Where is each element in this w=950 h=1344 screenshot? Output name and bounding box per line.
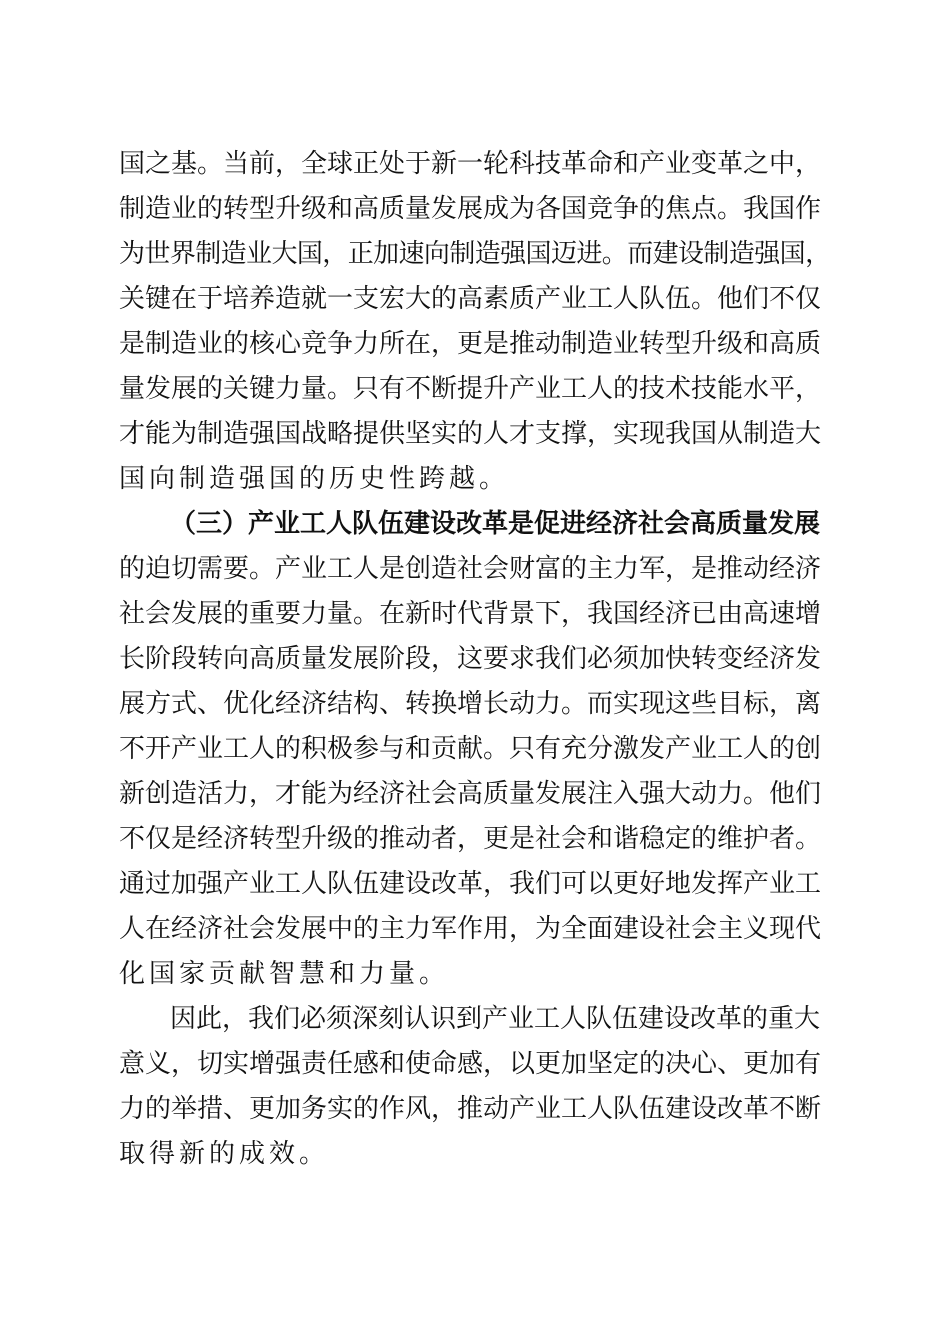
line-text: 社会发展的重要力量。在新时代背景下，我国经济已由高速增 bbox=[119, 599, 822, 629]
line-text: 通过加强产业工人队伍建设改革，我们可以更好地发挥产业工 bbox=[119, 869, 822, 899]
line-text: 才能为制造强国战略提供坚实的人才支撑，实现我国从制造大 bbox=[119, 419, 822, 449]
section-heading-line bbox=[170, 502, 831, 547]
body-text-line bbox=[119, 592, 831, 637]
body-text-line bbox=[119, 637, 831, 682]
body-text-line bbox=[119, 682, 831, 727]
body-text-line bbox=[119, 727, 831, 772]
body-text-line bbox=[119, 817, 831, 862]
line-text: 展方式、优化经济结构、转换增长动力。而实现这些目标，离 bbox=[119, 689, 822, 719]
line-text: 不仅是经济转型升级的推动者，更是社会和谐稳定的维护者。 bbox=[119, 824, 822, 854]
line-text: 国之基。当前，全球正处于新一轮科技革命和产业变革之中， bbox=[119, 149, 822, 179]
body-text-line bbox=[119, 952, 831, 997]
line-text: 意义，切实增强责任感和使命感，以更加坚定的决心、更加有 bbox=[119, 1049, 822, 1079]
body-text-line bbox=[119, 772, 831, 817]
section-heading-text: （三）产业工人队伍建设改革是促进经济社会高质量发展 bbox=[170, 509, 821, 539]
line-text: 新创造活力，才能为经济社会高质量发展注入强大动力。他们 bbox=[119, 779, 822, 809]
line-text: 的迫切需要。产业工人是创造社会财富的主力军，是推动经济 bbox=[119, 554, 822, 584]
line-text: 长阶段转向高质量发展阶段，这要求我们必须加快转变经济发 bbox=[119, 644, 822, 674]
line-text: 是制造业的核心竞争力所在，更是推动制造业转型升级和高质 bbox=[119, 329, 822, 359]
body-text-line bbox=[119, 322, 831, 367]
line-text: 化国家贡献智慧和力量。 bbox=[119, 959, 450, 989]
body-text-line bbox=[119, 1042, 831, 1087]
line-text: 不开产业工人的积极参与和贡献。只有充分激发产业工人的创 bbox=[119, 734, 822, 764]
line-text: 人在经济社会发展中的主力军作用，为全面建设社会主义现代 bbox=[119, 914, 822, 944]
line-text: 为世界制造业大国，正加速向制造强国迈进。而建设制造强国， bbox=[119, 239, 831, 269]
line-text: 取得新的成效。 bbox=[119, 1139, 330, 1169]
body-text-line bbox=[119, 547, 831, 592]
line-text: 国向制造强国的历史性跨越。 bbox=[119, 464, 510, 494]
line-text: 力的举措、更加务实的作风，推动产业工人队伍建设改革不断 bbox=[119, 1094, 822, 1124]
line-text: 制造业的转型升级和高质量发展成为各国竞争的焦点。我国作 bbox=[119, 194, 822, 224]
line-text: 因此，我们必须深刻认识到产业工人队伍建设改革的重大 bbox=[170, 1004, 821, 1034]
body-text-line bbox=[119, 1087, 831, 1132]
body-text-line bbox=[119, 862, 831, 907]
body-text-line bbox=[119, 457, 831, 502]
body-text-line bbox=[119, 142, 831, 187]
body-text-line bbox=[170, 997, 831, 1042]
body-text-line bbox=[119, 1132, 831, 1177]
body-text-line bbox=[119, 907, 831, 952]
body-text-line bbox=[119, 187, 831, 232]
body-text-line bbox=[119, 412, 831, 457]
body-text-line bbox=[119, 367, 831, 412]
body-text-line bbox=[119, 232, 831, 277]
line-text: 量发展的关键力量。只有不断提升产业工人的技术技能水平， bbox=[119, 374, 822, 404]
body-text-line bbox=[119, 277, 831, 322]
line-text: 关键在于培养造就一支宏大的高素质产业工人队伍。他们不仅 bbox=[119, 284, 822, 314]
